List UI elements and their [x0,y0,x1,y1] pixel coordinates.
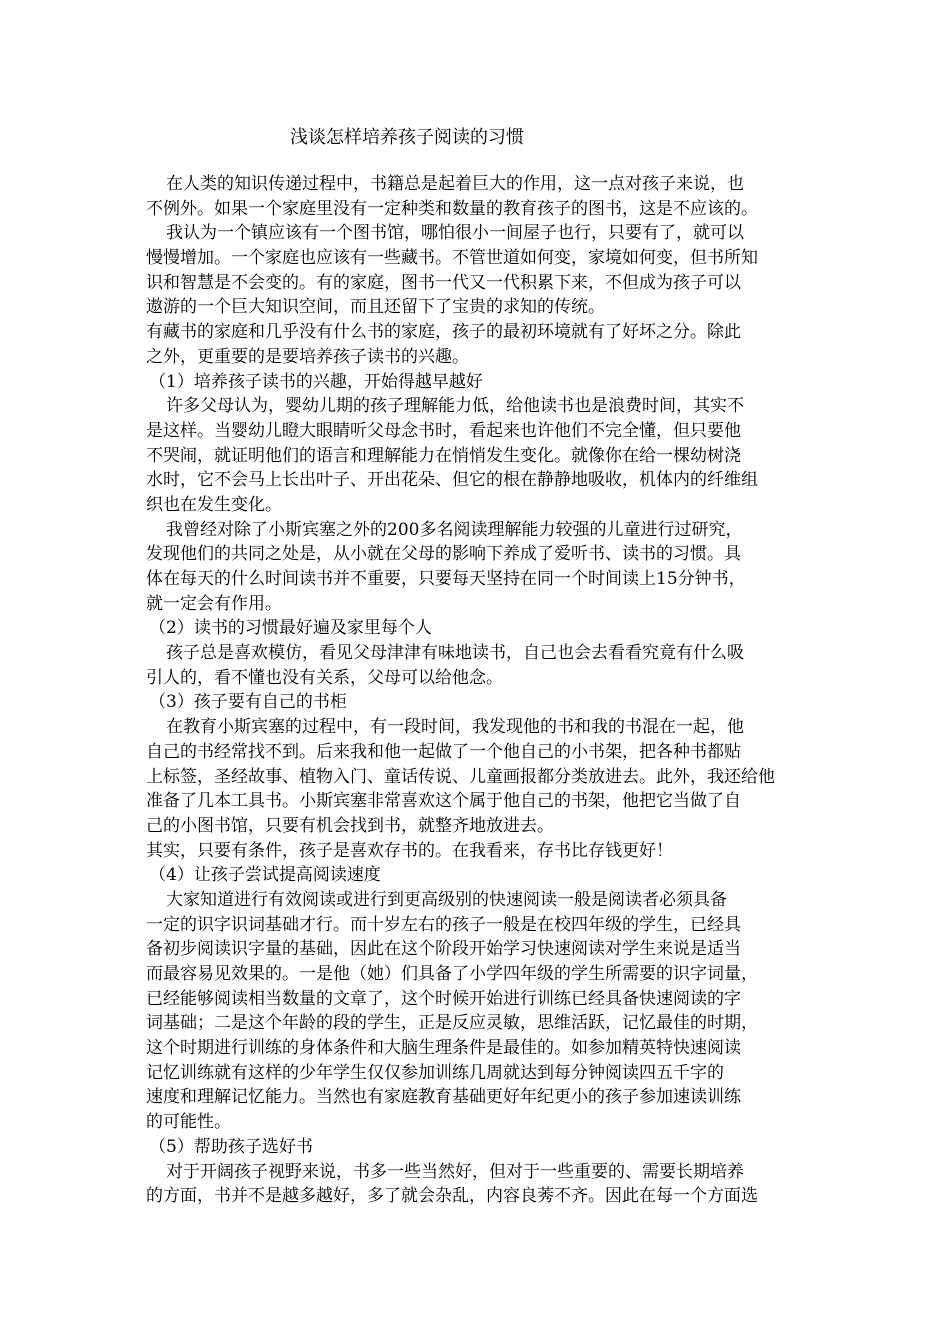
text-line: 是这样。当婴幼儿瞪大眼睛听父母念书时，看起来也许他们不完全懂，但只要他 [146,420,741,441]
text-line: 体在每天的什么时间读书并不重要，只要每天坚持在同一个时间读上15分钟书， [146,569,746,589]
text-line: 自己的书经常找不到。后来我和他一起做了一个他自己的小书架，把各种书都贴 [146,741,741,762]
text-line: 的可能性。 [146,1112,231,1133]
document-title: 浅谈怎样培养孩子阅读的习惯 [290,127,524,148]
text-line: 在教育小斯宾塞的过程中，有一段时间，我发现他的书和我的书混在一起，他 [166,717,744,738]
text-line: 其实，只要有条件，孩子是喜欢存书的。在我看来，存书比存钱更好！ [146,840,673,861]
text-line: 词基础；二是这个年龄的段的学生，正是反应灵敏，思维活跃，记忆最佳的时期， [146,1013,758,1034]
text-line: 有藏书的家庭和几乎没有什么书的家庭，孩子的最初环境就有了好坏之分。除此 [146,322,741,343]
section-heading: （3）孩子要有自己的书柜 [149,692,347,713]
text-line: 就一定会有作用。 [146,593,282,614]
text-line: 引人的，看不懂也没有关系，父母可以给他念。 [146,667,503,688]
text-line: 备初步阅读识字量的基础，因此在这个阶段开始学习快速阅读对学生来说是适当 [146,939,741,960]
text-line: 在人类的知识传递过程中，书籍总是起着巨大的作用，这一点对孩子来说，也 [166,174,744,194]
text-line: 我认为一个镇应该有一个图书馆，哪怕很小一间屋子也行，只要有了，就可以 [166,223,744,244]
text-line: 准备了几本工具书。小斯宾塞非常喜欢这个属于他自己的书架，他把它当做了自 [146,791,741,812]
section-heading: （2）读书的习惯最好遍及家里每个人 [149,618,432,639]
text-line: 已经能够阅读相当数量的文章了，这个时候开始进行训练已经具备快速阅读的字 [146,988,741,1009]
text-line: 一定的识字识词基础才行。而十岁左右的孩子一般是在校四年级的学生，已经具 [146,914,741,935]
section-heading: （4）让孩子尝试提高阅读速度 [149,865,381,886]
text-line: 水时，它不会马上长出叶子、开出花朵、但它的根在静静地吸收，机体内的纤维组 [146,470,758,491]
text-line: 的方面，书并不是越多越好，多了就会杂乱，内容良莠不齐。因此在每一个方面选 [146,1186,758,1207]
text-line: 不例外。如果一个家庭里没有一定种类和数量的教育孩子的图书，这是不应该的。 [146,198,758,219]
text-line: 发现他们的共同之处是，从小就在父母的影响下养成了爱听书、读书的习惯。具 [146,544,741,565]
text-line: 大家知道进行有效阅读或进行到更高级别的快速阅读一般是阅读者必须具备 [166,889,727,910]
text-line: 己的小图书馆，只要有机会找到书，就整齐地放进去。 [146,815,554,836]
text-line: 这个时期进行训练的身体条件和大脑生理条件是最佳的。如参加精英特快速阅读 [146,1038,741,1059]
text-line: 对于开阔孩子视野来说，书多一些当然好，但对于一些重要的、需要长期培养 [166,1161,744,1182]
text-line: 我曾经对除了小斯宾塞之外的200多名阅读理解能力较强的儿童进行过研究， [166,519,743,540]
document-body [146,172,826,1209]
text-line: 许多父母认为，婴幼儿期的孩子理解能力低，给他读书也是浪费时间，其实不 [166,396,744,417]
text-line: 遨游的一个巨大知识空间，而且还留下了宝贵的求知的传统。 [146,297,605,318]
text-line: 记忆训练就有这样的少年学生仅仅参加训练几周就达到每分钟阅读四五千字的 [146,1062,724,1083]
text-line: 织也在发生变化。 [146,494,282,515]
section-heading: （5）帮助孩子选好书 [149,1136,313,1157]
text-line: 之外，更重要的是要培养孩子读书的兴趣。 [146,346,469,367]
text-line: 上标签，圣经故事、植物入门、童话传说、儿童画报都分类放进去。此外，我还给他 [146,766,775,787]
text-line: 不哭闹，就证明他们的语言和理解能力在悄悄发生变化。就像你在给一棵幼树浇 [146,445,741,466]
text-line: 慢慢增加。一个家庭也应该有一些藏书。不管世道如何变，家境如何变，但书所知 [146,248,758,269]
text-line: 识和智慧是不会变的。有的家庭，图书一代又一代积累下来，不但成为孩子可以 [146,272,741,293]
text-line: 速度和理解记忆能力。当然也有家庭教育基础更好年纪更小的孩子参加速读训练 [146,1087,741,1108]
text-line: 而最容易见效果的。一是他（她）们具备了小学四年级的学生所需要的识字词量， [146,964,758,984]
text-line: 孩子总是喜欢模仿，看见父母津津有味地读书，自己也会去看看究竟有什么吸 [166,643,744,664]
section-heading: （1）培养孩子读书的兴趣，开始得越早越好 [149,371,483,392]
